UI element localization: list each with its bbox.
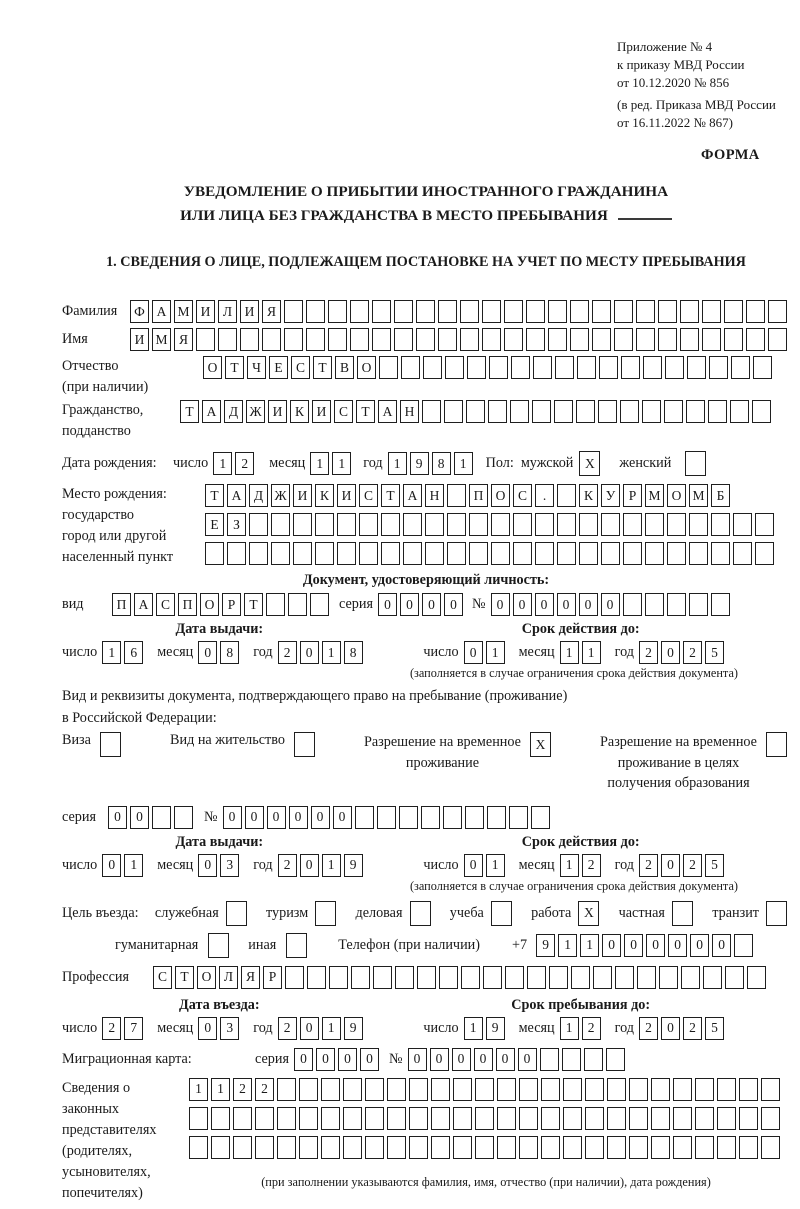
- stay-doc-issue-col: [62, 834, 377, 877]
- purpose-business-checkbox: [410, 901, 434, 926]
- year-label: год: [614, 1019, 634, 1036]
- month-label: месяц: [269, 455, 306, 472]
- purpose-other-label: иная: [248, 936, 277, 953]
- birth-place-label: Место рождения: государство город или другой населенный пункт: [62, 486, 174, 566]
- migration-card-label: Миграционная карта:: [62, 1050, 192, 1067]
- identity-issue-day-cells: 1 6: [102, 641, 146, 664]
- migration-card-number-cells: 0 0 0 0 0 0: [408, 1048, 628, 1071]
- day-label: число: [423, 856, 459, 873]
- sex-label: Пол:: [485, 455, 514, 472]
- identity-doc-row: [62, 593, 790, 616]
- representatives-cells-block: [189, 1078, 783, 1190]
- year-label: год: [253, 644, 273, 661]
- day-label: число: [62, 856, 98, 873]
- field-surname: [62, 300, 790, 323]
- entry-date-col: [62, 997, 377, 1040]
- form-title-line-1: УВЕДОМЛЕНИЕ О ПРИБЫТИИ ИНОСТРАННОГО ГРАЖДАНИНА: [183, 183, 669, 200]
- purpose-humanitarian-checkbox: [208, 933, 232, 958]
- profession-label: Профессия: [62, 968, 129, 985]
- series-label: серия: [339, 596, 373, 613]
- purpose-study-checkbox: [491, 901, 515, 926]
- valid-until-header: Срок действия до:: [521, 833, 640, 850]
- sex-female-label: женский: [619, 455, 672, 472]
- issue-date-header: Дата выдачи:: [175, 833, 264, 850]
- birth-place-row-2: Е З: [205, 513, 777, 536]
- representatives-note: (при заполнении указываются фамилия, имя, отчество (при наличии), дата рождения): [261, 1174, 711, 1189]
- forma-label: ФОРМА: [701, 147, 760, 163]
- patronymic-label: Отчество (при наличии): [62, 358, 149, 396]
- purpose-work-checkbox: X: [578, 901, 602, 926]
- day-label: число: [62, 644, 98, 661]
- identity-doc-series-cells: 0 0 0 0: [378, 593, 466, 616]
- visa-label: Виза: [62, 732, 91, 749]
- identity-doc-issue-col: [62, 621, 377, 664]
- stay-until-day-cells: 1 9: [464, 1017, 508, 1040]
- title-blank-underline: [618, 218, 672, 220]
- residence-permit-label: Вид на жительство: [170, 732, 285, 749]
- surname-cells: Ф А М И Л И Я: [130, 300, 790, 323]
- stay-until-row: [423, 1017, 738, 1040]
- sex-male-label: мужской: [520, 455, 574, 472]
- purpose-official: служебная: [155, 901, 250, 926]
- identity-valid-month-cells: 1 1: [560, 641, 604, 664]
- field-citizenship: [62, 400, 790, 442]
- month-label: месяц: [518, 1019, 555, 1036]
- purpose-humanitarian-label: гуманитарная: [115, 936, 199, 953]
- purpose-business: деловая: [355, 901, 433, 926]
- field-representatives: [62, 1078, 790, 1204]
- stay-until-header: Срок пребывания до:: [511, 996, 651, 1013]
- stay-until-month-cells: 1 2: [560, 1017, 604, 1040]
- purpose-private: частная: [619, 901, 696, 926]
- identity-valid-day-cells: 0 1: [464, 641, 508, 664]
- section1-title: 1. СВЕДЕНИЯ О ЛИЦЕ, ПОДЛЕЖАЩЕМ ПОСТАНОВКЕ НА УЧЕТ ПО МЕСТУ ПРЕБЫВАНИЯ: [106, 254, 746, 271]
- sex-female-checkbox: [685, 451, 709, 476]
- entry-year-cells: 2 0 1 9: [278, 1017, 366, 1040]
- representatives-row-3: [189, 1136, 783, 1159]
- form-title: [62, 180, 790, 227]
- phone-cells: 9 1 1 0 0 0 0 0 0: [536, 934, 756, 957]
- stay-issue-month-cells: 0 3: [198, 854, 242, 877]
- option-residence-permit: [170, 732, 318, 794]
- field-patronymic: [62, 356, 790, 398]
- entry-date-header: Дата въезда:: [179, 996, 260, 1013]
- purpose-work: работа X: [531, 901, 602, 926]
- number-label: №: [204, 808, 218, 825]
- year-label: год: [253, 1019, 273, 1036]
- entry-dates: [62, 997, 738, 1040]
- identity-doc-title: Документ, удостоверяющий личность:: [302, 572, 550, 589]
- stay-doc-valid-row: [423, 854, 738, 877]
- day-label: число: [423, 644, 459, 661]
- purpose-private-checkbox: [672, 901, 696, 926]
- identity-doc-dates: [62, 621, 738, 664]
- identity-valid-year-cells: 2 0 2 5: [639, 641, 727, 664]
- birth-year-cells: 1 9 8 1: [388, 452, 476, 475]
- ref-line-5: от 16.11.2022 № 867): [617, 114, 734, 130]
- birth-place-cells-block: [205, 484, 777, 565]
- entry-purpose-row: [62, 901, 790, 926]
- purpose-tourism-checkbox: [315, 901, 339, 926]
- option-temporary-residence: [364, 732, 554, 794]
- temporary-residence-education-checkbox: [766, 732, 790, 757]
- birth-place-row-3: [205, 542, 777, 565]
- day-label: число: [423, 1019, 459, 1036]
- option-visa: [62, 732, 124, 794]
- purpose-official-checkbox: [226, 901, 250, 926]
- identity-doc-valid-col: [423, 621, 738, 664]
- identity-issue-year-cells: 2 0 1 8: [278, 641, 366, 664]
- temporary-residence-checkbox: X: [530, 732, 554, 757]
- phone-prefix: +7: [511, 936, 528, 953]
- stay-until-year-cells: 2 0 2 5: [639, 1017, 727, 1040]
- representatives-label: Сведения о законных представителях (родителях, усыновителях, попечителях): [62, 1079, 157, 1201]
- field-migration-card: [62, 1048, 790, 1071]
- identity-doc-number-cells: 0 0 0 0 0 0: [491, 593, 733, 616]
- migration-card-series-cells: 0 0 0 0: [294, 1048, 382, 1071]
- representatives-row-2: [189, 1107, 783, 1130]
- ref-line-2: к приказу МВД России: [617, 56, 745, 72]
- stay-valid-day-cells: 0 1: [464, 854, 508, 877]
- year-label: год: [614, 856, 634, 873]
- month-label: месяц: [518, 644, 555, 661]
- stay-valid-year-cells: 2 0 2 5: [639, 854, 727, 877]
- citizenship-label: Гражданство, подданство: [62, 402, 144, 440]
- purpose-tourism: туризм: [266, 901, 339, 926]
- identity-issue-month-cells: 0 8: [198, 641, 242, 664]
- month-label: месяц: [518, 856, 555, 873]
- stay-doc-line-2: в Российской Федерации:: [62, 710, 217, 727]
- month-label: месяц: [157, 644, 194, 661]
- purpose-other-checkbox: [286, 933, 310, 958]
- purpose-transit: транзит: [712, 901, 790, 926]
- patronymic-cells: О Т Ч Е С Т В О: [203, 356, 775, 379]
- stay-issue-year-cells: 2 0 1 9: [278, 854, 366, 877]
- stay-issue-day-cells: 0 1: [102, 854, 146, 877]
- restriction-note: (заполняется в случае ограничения срока действия документа): [409, 878, 738, 893]
- option-temporary-residence-education: [600, 732, 790, 794]
- day-label: число: [62, 1019, 98, 1036]
- name-label: Имя: [62, 331, 88, 348]
- stay-valid-month-cells: 1 2: [560, 854, 604, 877]
- purpose-transit-checkbox: [766, 901, 790, 926]
- field-name: [62, 328, 790, 351]
- temporary-residence-label: Разрешение на временное проживание: [363, 734, 521, 771]
- year-label: год: [614, 644, 634, 661]
- entry-month-cells: 0 3: [198, 1017, 242, 1040]
- purpose-study: учеба: [450, 901, 515, 926]
- birth-day-cells: 1 2: [213, 452, 257, 475]
- stay-doc-series-cells: 0 0: [108, 806, 196, 829]
- entry-purpose-row-2: [115, 933, 790, 958]
- stay-doc-options: [62, 732, 790, 794]
- entry-date-row: [62, 1017, 377, 1040]
- birth-place-row-1: Т А Д Ж И К И С Т А Н П О С . К У Р М О М Б: [205, 484, 777, 507]
- stay-doc-valid-col: [423, 834, 738, 877]
- year-label: год: [253, 856, 273, 873]
- birth-month-cells: 1 1: [310, 452, 354, 475]
- day-label: число: [173, 455, 209, 472]
- stay-until-col: [423, 997, 738, 1040]
- number-label: №: [388, 1050, 403, 1067]
- stay-doc-series-row: [62, 806, 790, 829]
- identity-doc-type-label: вид: [62, 596, 84, 613]
- stay-doc-line-1: Вид и реквизиты документа, подтверждающего право на пребывание (проживание): [62, 688, 568, 705]
- year-label: год: [363, 455, 383, 472]
- temporary-residence-education-label: Разрешение на временное проживание в целях получения образования: [600, 734, 757, 792]
- profession-cells: С Т О Л Я Р: [153, 966, 769, 989]
- birth-date-label: Дата рождения:: [62, 455, 157, 472]
- month-label: месяц: [157, 1019, 194, 1036]
- number-label: №: [471, 596, 486, 613]
- series-label: серия: [255, 1050, 289, 1067]
- stay-doc-number-cells: 0 0 0 0 0 0: [223, 806, 553, 829]
- ref-line-4: (в ред. Приказа МВД России: [617, 96, 776, 112]
- entry-day-cells: 2 7: [102, 1017, 146, 1040]
- citizenship-cells: Т А Д Ж И К И С Т А Н: [180, 400, 774, 423]
- field-profession: [62, 966, 790, 989]
- representatives-row-1: 1 1 2 2: [189, 1078, 783, 1101]
- month-label: месяц: [157, 856, 194, 873]
- surname-label: Фамилия: [62, 303, 118, 320]
- identity-doc-type-cells: П А С П О Р Т: [112, 593, 332, 616]
- identity-doc-valid-row: [423, 641, 738, 664]
- entry-purpose-label: Цель въезда:: [62, 904, 139, 921]
- order-reference-block: [617, 38, 776, 132]
- stay-doc-issue-row: [62, 854, 377, 877]
- ref-line-3: от 10.12.2020 № 856: [617, 74, 730, 90]
- ref-line-1: Приложение № 4: [617, 39, 713, 54]
- series-label: серия: [62, 808, 96, 825]
- identity-doc-issue-row: [62, 641, 377, 664]
- field-birth-date: [62, 451, 790, 476]
- stay-doc-dates: [62, 834, 738, 877]
- phone-label: Телефон (при наличии): [338, 936, 480, 953]
- form-title-line-2: ИЛИ ЛИЦА БЕЗ ГРАЖДАНСТВА В МЕСТО ПРЕБЫВАНИЯ: [62, 204, 790, 228]
- residence-permit-checkbox: [294, 732, 318, 757]
- field-birth-place: [62, 484, 790, 568]
- restriction-note: (заполняется в случае ограничения срока действия документа): [409, 666, 738, 681]
- visa-checkbox: [100, 732, 124, 757]
- sex-male-checkbox: X: [579, 451, 603, 476]
- name-cells: И М Я: [130, 328, 790, 351]
- valid-until-header: Срок действия до:: [521, 621, 640, 638]
- issue-date-header: Дата выдачи:: [175, 621, 264, 638]
